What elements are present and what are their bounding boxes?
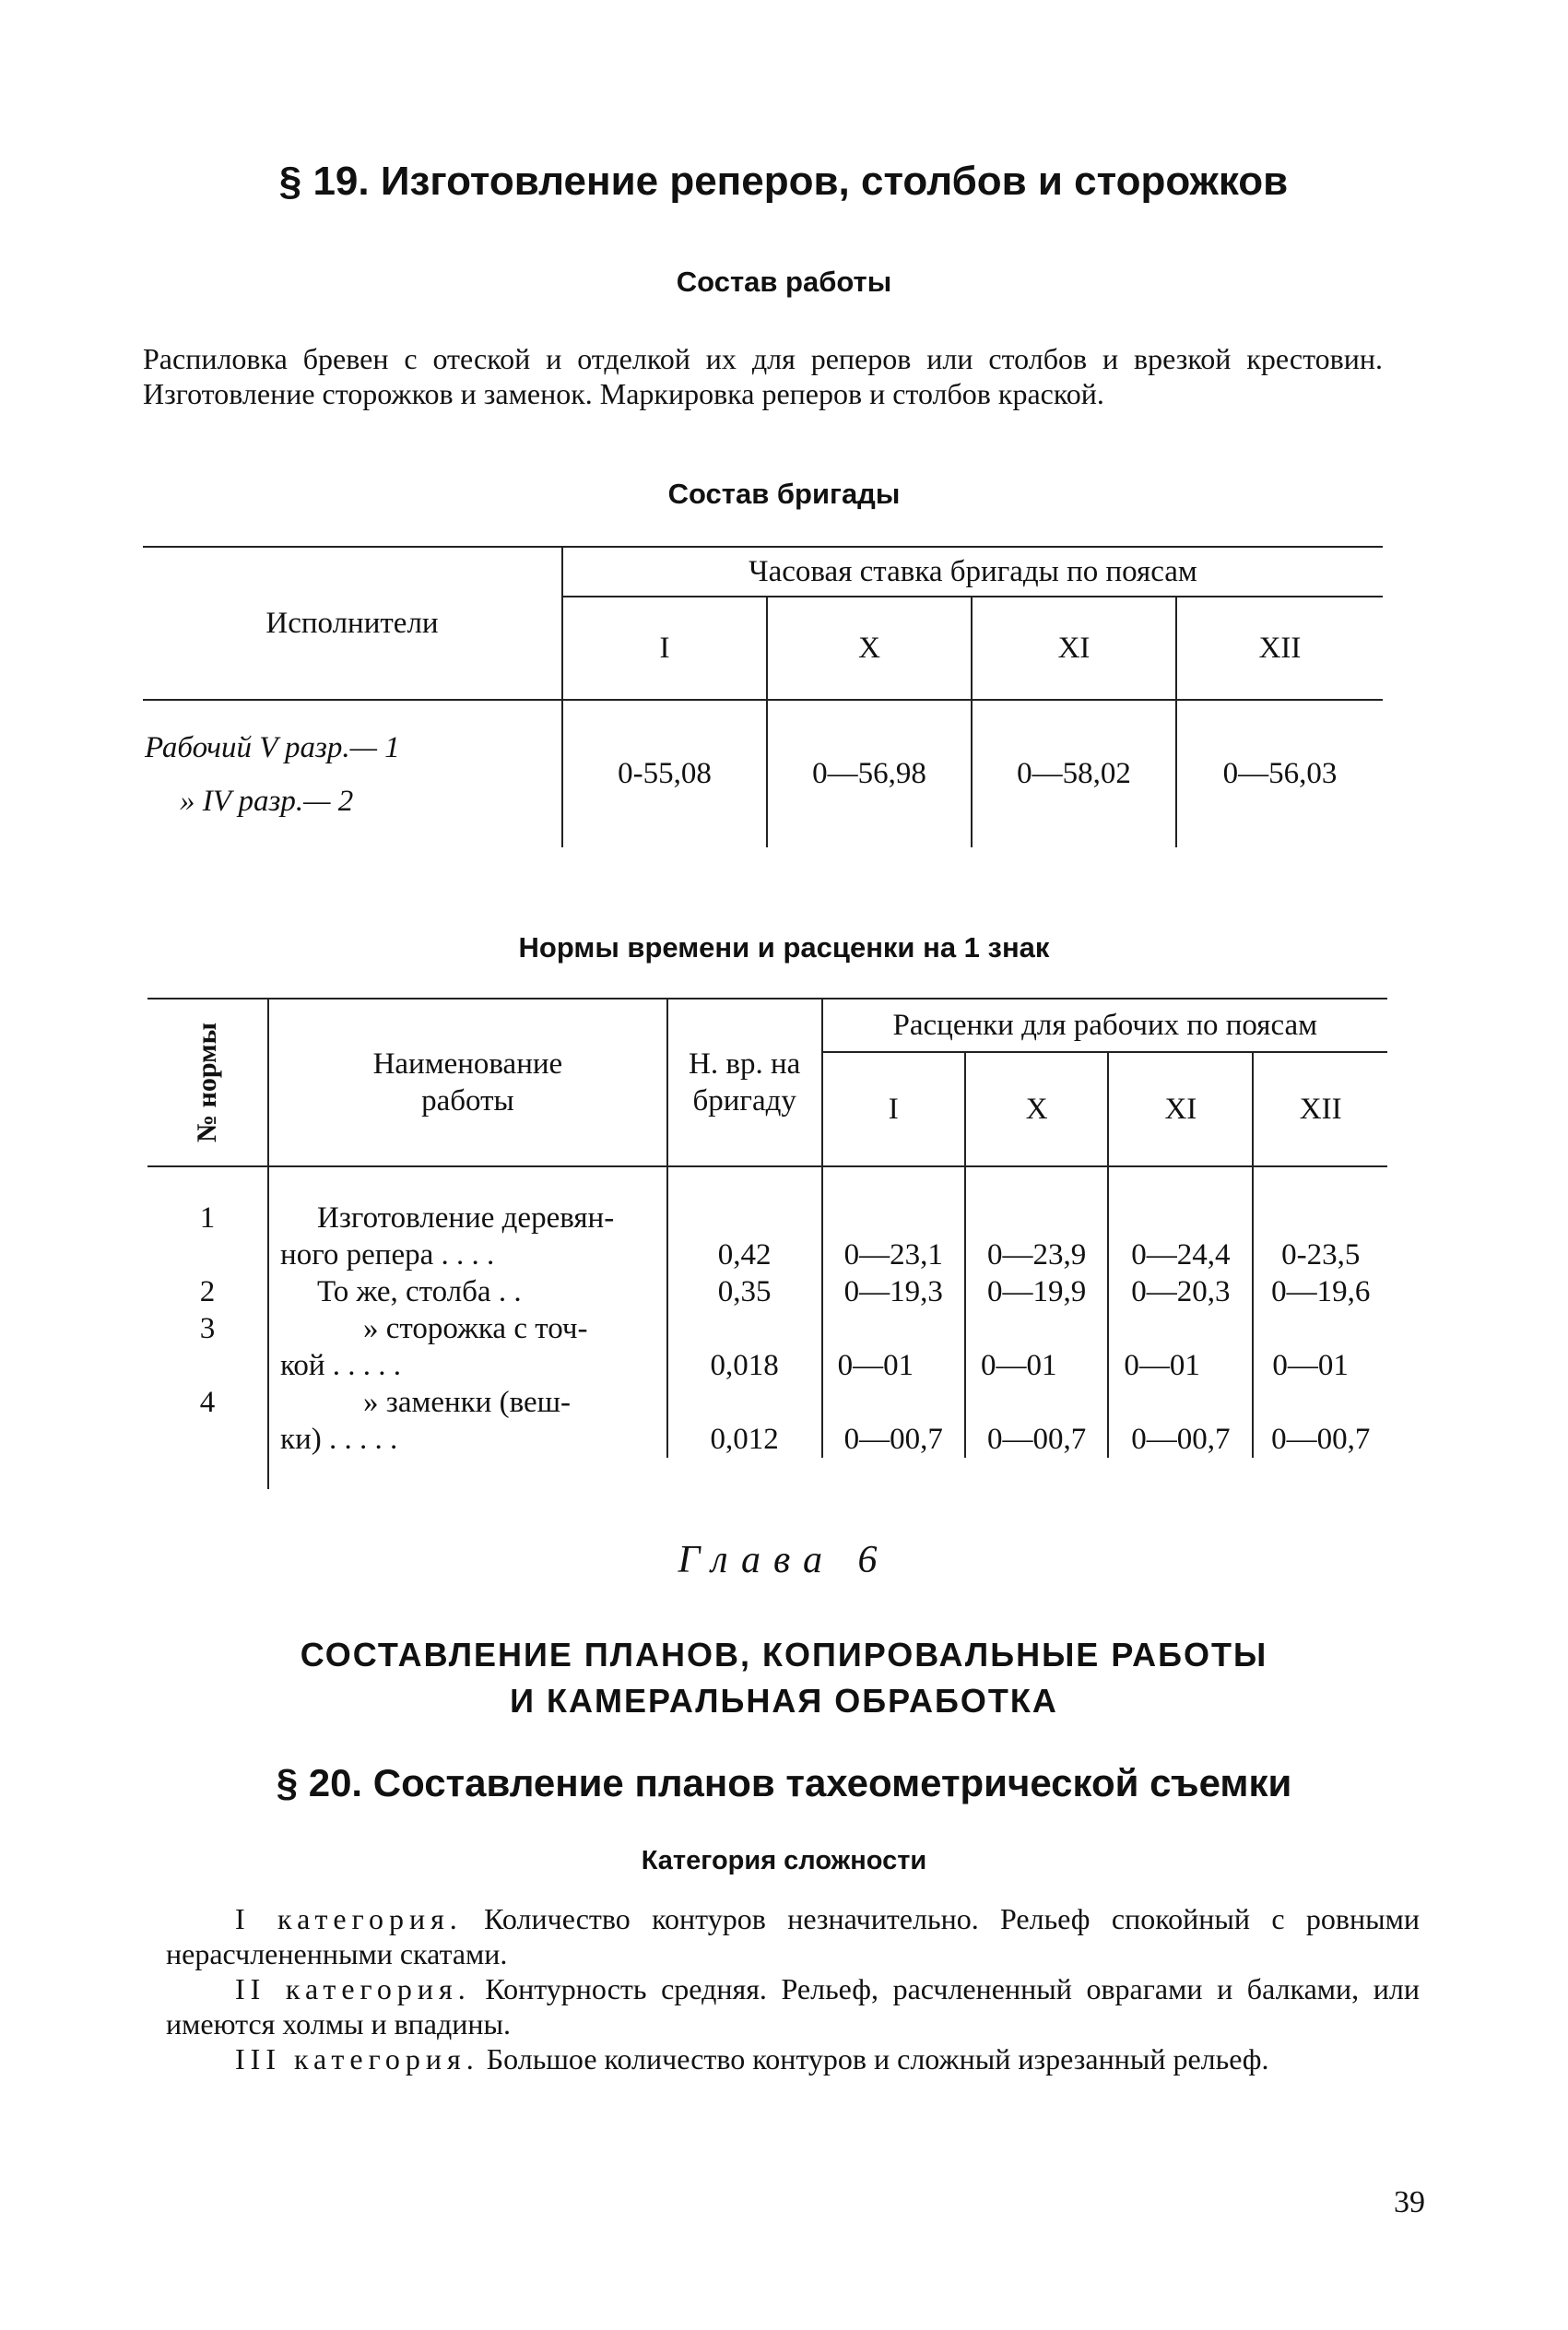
norms-table [147,998,1387,1489]
chapter-title-line-2: И КАМЕРАЛЬНАЯ ОБРАБОТКА [510,1682,1058,1720]
rates-zone-i: I [822,1052,965,1166]
time-norm-header-text: Н. вр. на бригаду [689,1047,801,1118]
rates-zone-xii: XII [1253,1052,1387,1166]
rate-x: 0—01 [965,1310,1108,1384]
page-number: 39 [1394,2185,1425,2219]
time-norm-header [667,999,822,1166]
zone-header-i: I [562,597,767,700]
norm-number: 1 [147,1200,268,1273]
spacer-cell [1253,1166,1387,1200]
spacer-cell [268,1166,667,1200]
rate-cell-xi: 0—58,02 [972,700,1176,847]
time-norm: 0,012 [667,1384,822,1458]
categories-block [166,1901,1420,2076]
zone-header-xii: XII [1176,597,1383,700]
rate-xi: 0—01 [1108,1310,1253,1384]
work-composition-heading: Состав работы [676,266,892,298]
brigade-table [143,546,1383,847]
chapter-label: Глава 6 [678,1539,890,1581]
spacer-cell [1253,1458,1387,1489]
rate-xii: 0—01 [1272,1349,1349,1382]
category-2 [166,1971,1420,2041]
work-name-line: Изготовление деревян- [317,1201,615,1235]
work-name-line: То же, столба . . [317,1275,522,1308]
spacer-cell [147,1458,268,1489]
rate-cell-x: 0—56,98 [767,700,972,847]
rate-i: 0—00,7 [822,1384,965,1458]
norm-number: 3 [147,1310,268,1384]
work-name-header-text: Наименование работы [372,1047,563,1118]
rates-zone-xi: XI [1108,1052,1253,1166]
rate-cell-xii: 0—56,03 [1176,700,1383,847]
rate-xii: 0—00,7 [1271,1423,1371,1456]
rate-xii: 0-23,5 [1281,1238,1361,1271]
category-1-label: I категория. [235,1902,463,1935]
work-name-line: ки) . . . . . [280,1423,398,1456]
spacer-cell [822,1166,965,1200]
spacer-cell [147,1166,268,1200]
rate-xii: 0—19,6 [1271,1275,1371,1308]
work-composition-text: Распиловка бревен с отеской и отделкой их для реперов или столбов и врезкой крестовин. Изготовление сторожков и заменок. Маркировка реперов и столбов краской. [143,342,1383,410]
rates-zone-x: X [965,1052,1108,1166]
norm-number-header-text: № нормы [192,1022,223,1143]
zone-header-x: X [767,597,972,700]
brigade-composition-heading: Состав бригады [667,478,901,510]
section-20-title: § 20. Составление планов тахеометрической съемки [276,1761,1292,1804]
category-heading: Категория сложности [641,1846,927,1875]
category-3 [166,2041,1420,2076]
hourly-rate-header: Часовая ставка бригады по поясам [562,547,1383,597]
table-row [147,1310,1387,1384]
rate-i: 0—01 [822,1310,965,1384]
rate-xi: 0—00,7 [1108,1384,1253,1458]
norms-heading: Нормы времени и расценки на 1 знак [518,931,1050,964]
time-norm: 0,35 [667,1273,822,1310]
rate-x: 0—19,9 [965,1273,1108,1310]
work-name-line: кой . . . . . [280,1349,402,1382]
spacer-cell [667,1166,822,1200]
time-norm: 0,42 [667,1200,822,1273]
work-name-line: » сторожка с точ- [363,1312,588,1345]
spacer-cell [1108,1166,1253,1200]
category-2-text: Контурность средняя. Рельеф, расчлененный оврагами и балками, или имеются холмы и впадины. [166,1972,1420,2040]
spacer-cell [1108,1458,1253,1489]
worker-grade-5: Рабочий V разр.— 1 [145,730,400,764]
work-name-line: ного репера . . . . [280,1238,495,1271]
rates-group-header: Расценки для рабочих по поясам [822,999,1387,1052]
rate-xi: 0—24,4 [1108,1200,1253,1273]
rate-i: 0—23,1 [822,1200,965,1273]
spacer-cell [268,1458,667,1489]
rate-x: 0—23,9 [965,1200,1108,1273]
norm-number-header [147,999,268,1166]
performers-cell [143,700,562,847]
work-name [268,1200,667,1273]
spacer-cell [667,1458,822,1489]
norm-number: 4 [147,1384,268,1458]
spacer-cell [822,1458,965,1489]
performers-header: Исполнители [143,547,562,700]
zone-header-xi: XI [972,597,1176,700]
category-3-label: III категория. [235,2042,479,2076]
category-3-text: Большое количество контуров и сложный изрезанный рельеф. [486,2042,1269,2076]
table-row [147,1384,1387,1458]
chapter-title-line-1: СОСТАВЛЕНИЕ ПЛАНОВ, КОПИРОВАЛЬНЫЕ РАБОТЫ [300,1636,1268,1674]
rate-xi: 0—20,3 [1108,1273,1253,1310]
section-19-title: § 19. Изготовление реперов, столбов и сторожков [278,159,1289,204]
work-name-header [268,999,667,1166]
work-name-line: » заменки (веш- [363,1386,572,1419]
rate-cell-i: 0-55,08 [562,700,767,847]
time-norm: 0,018 [667,1310,822,1384]
category-1-text: Количество контуров незначительно. Рельеф спокойный с ровными нерасчлененными скатами. [166,1902,1421,1970]
table-row [147,1200,1387,1273]
category-1 [166,1901,1420,1971]
table-row [147,1273,1387,1310]
rate-x: 0—00,7 [965,1384,1108,1458]
chapter-title [0,1632,1568,1724]
spacer-cell [965,1458,1108,1489]
work-name [268,1273,667,1310]
category-2-label: II категория. [235,1972,471,2005]
work-name [268,1384,667,1458]
rate-i: 0—19,3 [822,1273,965,1310]
worker-grade-4: » IV разр.— 2 [180,784,354,818]
norm-number: 2 [147,1273,268,1310]
work-name [268,1310,667,1384]
spacer-cell [965,1166,1108,1200]
